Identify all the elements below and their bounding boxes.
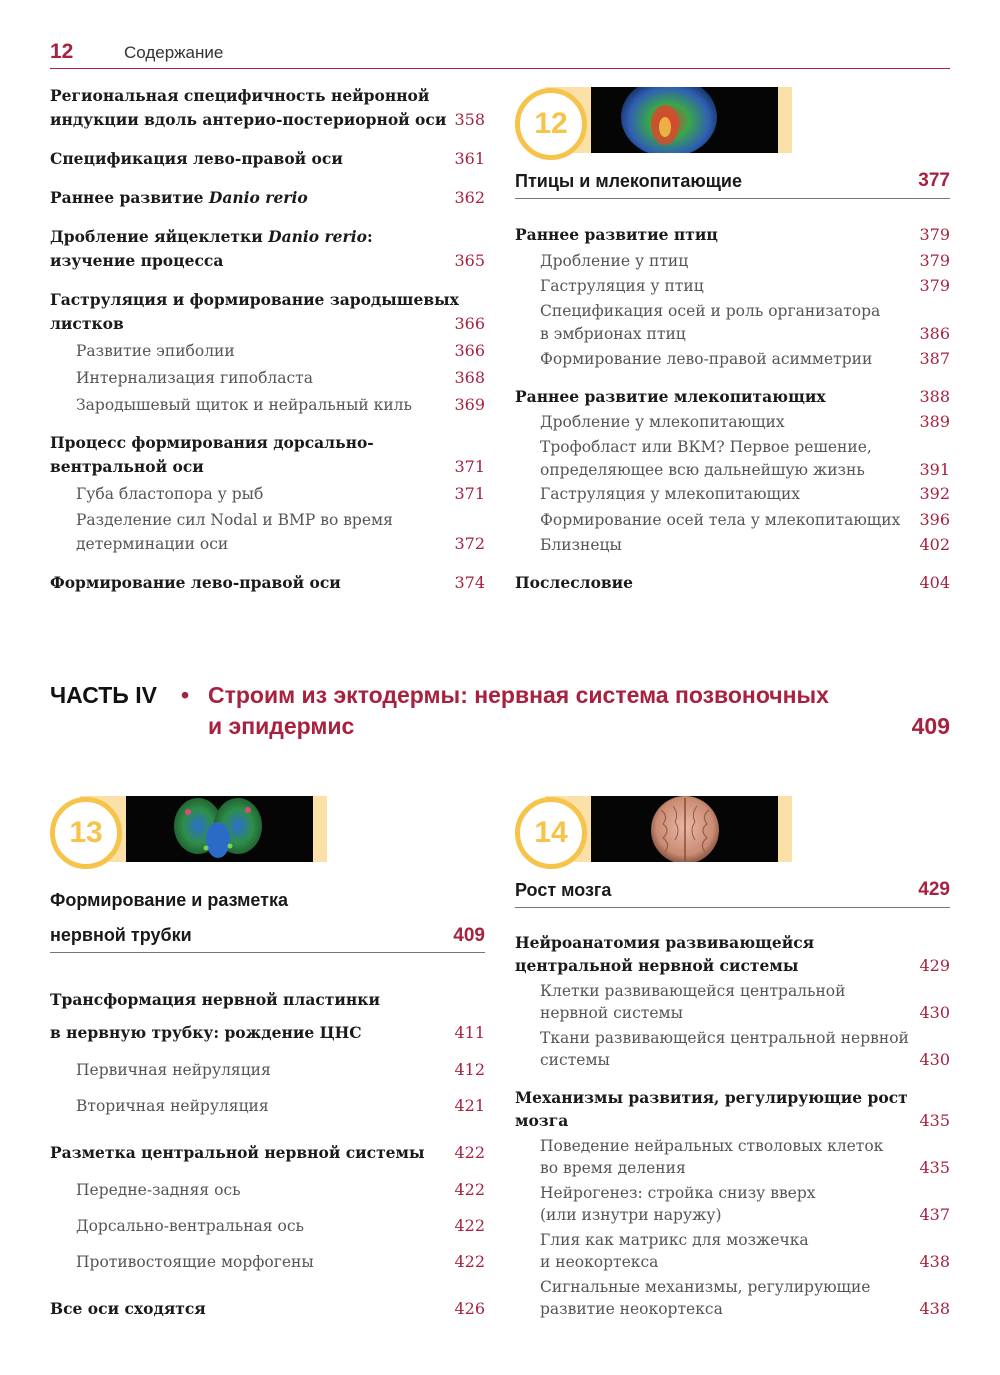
part-label: ЧАСТЬ IV — [50, 682, 157, 708]
toc-entry[interactable]: Все оси сходятся — [50, 1299, 206, 1318]
chapter-number-badge: 12 — [515, 88, 587, 160]
toc-subentry[interactable]: Дробление у птиц — [540, 252, 689, 270]
chapter-page[interactable]: 429 — [918, 879, 950, 900]
toc-entry[interactable]: Трансформация нервной пластинки — [50, 990, 380, 1009]
toc-page[interactable]: 429 — [919, 956, 950, 975]
toc-page[interactable]: 422 — [454, 1143, 485, 1162]
toc-page[interactable]: 387 — [919, 349, 950, 368]
chapter-number-badge: 14 — [515, 797, 587, 869]
toc-page[interactable]: 438 — [919, 1299, 950, 1318]
toc-page[interactable]: 422 — [454, 1252, 485, 1271]
toc-entry[interactable]: мозга — [515, 1111, 569, 1130]
toc-page[interactable]: 372 — [454, 534, 485, 553]
toc-page[interactable]: 396 — [919, 510, 950, 529]
toc-entry-text: Дробление яйцеклетки — [50, 227, 269, 246]
toc-entry[interactable]: центральной нервной системы — [515, 956, 799, 975]
toc-subentry[interactable]: Развитие эпиболии — [76, 342, 235, 360]
toc-entry[interactable]: Разметка центральной нервной системы — [50, 1143, 425, 1162]
toc-subentry[interactable]: Интернализация гипобласта — [76, 369, 313, 387]
part-bullet: • — [181, 682, 190, 708]
toc-entry[interactable]: индукции вдоль антерио-постериорной оси — [50, 110, 447, 129]
toc-entry[interactable]: Раннее развитие млекопитающих — [515, 387, 826, 406]
toc-page[interactable]: 386 — [919, 324, 950, 343]
toc-entry[interactable]: листков — [50, 314, 124, 333]
toc-page[interactable]: 391 — [919, 460, 950, 479]
chapter-title-line2[interactable]: нервной трубки — [50, 925, 192, 945]
page-title: Содержание — [124, 43, 224, 62]
chapter-page[interactable]: 377 — [918, 170, 950, 191]
species-name: Danio rerio — [208, 188, 308, 207]
toc-page[interactable]: 371 — [454, 457, 485, 476]
toc-subentry[interactable]: Вторичная нейруляция — [76, 1097, 269, 1115]
toc-page[interactable]: 368 — [454, 368, 485, 387]
part-page[interactable]: 409 — [911, 713, 950, 739]
toc-subentry[interactable]: Гаструляция у млекопитающих — [540, 485, 801, 503]
toc-subentry[interactable]: Сигнальные механизмы, регулирующие — [540, 1278, 871, 1296]
toc-subentry[interactable]: (или изнутри наружу) — [540, 1206, 722, 1224]
toc-subentry[interactable]: Передне-задняя ось — [76, 1181, 241, 1199]
toc-page[interactable]: 392 — [919, 484, 950, 503]
toc-entry[interactable]: изучение процесса — [50, 251, 224, 270]
toc-subentry[interactable]: Формирование осей тела у млекопитающих — [540, 511, 901, 529]
toc-page[interactable]: 437 — [919, 1205, 950, 1224]
toc-entry[interactable]: Гаструляция и формирование зародышевых — [50, 290, 459, 309]
chapter-divider — [515, 907, 950, 908]
toc-entry[interactable]: в нервную трубку: рождение ЦНС — [50, 1023, 362, 1042]
toc-page[interactable]: 404 — [919, 573, 950, 592]
toc-subentry[interactable]: Гаструляция у птиц — [540, 277, 704, 295]
toc-page[interactable]: 435 — [919, 1111, 950, 1130]
toc-page[interactable]: 366 — [454, 341, 485, 360]
chapter-title[interactable]: Птицы и млекопитающие — [515, 171, 743, 191]
chapter-number-badge: 13 — [50, 797, 122, 869]
toc-page[interactable]: 435 — [919, 1158, 950, 1177]
toc-subentry[interactable]: определяющее всю дальнейшую жизнь — [540, 461, 865, 479]
toc-subentry[interactable]: Спецификация осей и роль организатора — [540, 302, 881, 320]
toc-subentry[interactable]: и неокортекса — [540, 1253, 659, 1271]
toc-entry[interactable] — [50, 186, 308, 210]
header-divider — [50, 68, 950, 69]
chapter-title[interactable]: Формирование и разметка — [50, 890, 288, 910]
toc-subentry[interactable]: системы — [540, 1051, 610, 1069]
toc-subentry[interactable]: детерминации оси — [76, 535, 229, 553]
embryo-image — [591, 87, 778, 153]
brain-image — [591, 796, 778, 862]
toc-page[interactable]: 379 — [919, 251, 950, 270]
toc-subentry[interactable]: Клетки развивающейся центральной — [540, 982, 846, 1000]
toc-subentry[interactable]: Дробление у млекопитающих — [540, 413, 785, 431]
toc-subentry[interactable]: Дорсально-вентральная ось — [76, 1217, 304, 1235]
toc-subentry[interactable]: нервной системы — [540, 1004, 683, 1022]
neural-tube-image — [126, 796, 313, 862]
toc-page[interactable]: 379 — [919, 225, 950, 244]
toc-subentry[interactable]: Нейрогенез: стройка снизу вверх — [540, 1184, 816, 1202]
toc-subentry[interactable]: Первичная нейруляция — [76, 1061, 271, 1079]
toc-page[interactable]: 411 — [454, 1023, 485, 1042]
toc-subentry[interactable]: Противостоящие морфогены — [76, 1253, 314, 1271]
toc-subentry[interactable]: Формирование лево-правой асимметрии — [540, 350, 873, 368]
toc-entry-suffix: : — [366, 227, 373, 246]
toc-page[interactable]: 371 — [454, 484, 485, 503]
toc-entry[interactable]: Спецификация лево-правой оси — [50, 149, 343, 168]
part-title-line2[interactable]: и эпидермис — [208, 713, 355, 739]
toc-page[interactable]: 421 — [454, 1096, 485, 1115]
chapter-page[interactable]: 409 — [453, 925, 485, 946]
toc-page[interactable]: 389 — [919, 412, 950, 431]
toc-subentry[interactable]: Разделение сил Nodal и BMP во время — [76, 511, 393, 529]
toc-entry[interactable]: Региональная специфичность нейронной — [50, 86, 430, 105]
toc-entry[interactable]: Механизмы развития, регулирующие рост — [515, 1088, 908, 1107]
species-name: Danio rerio — [268, 227, 367, 246]
toc-entry[interactable] — [50, 225, 373, 249]
chapter-divider — [50, 952, 485, 953]
toc-entry[interactable]: Формирование лево-правой оси — [50, 573, 341, 592]
toc-subentry[interactable]: Поведение нейральных стволовых клеток — [540, 1137, 884, 1155]
toc-subentry[interactable]: в эмбрионах птиц — [540, 325, 686, 343]
toc-subentry[interactable]: развитие неокортекса — [540, 1300, 723, 1318]
toc-page[interactable]: 430 — [919, 1003, 950, 1022]
toc-subentry[interactable]: Губа бластопора у рыб — [76, 485, 264, 503]
toc-entry[interactable]: Послесловие — [515, 573, 634, 592]
toc-subentry[interactable]: Глия как матрикс для мозжечка — [540, 1231, 809, 1249]
toc-entry[interactable]: Раннее развитие птиц — [515, 225, 718, 244]
toc-page[interactable]: 369 — [454, 395, 485, 414]
toc-page[interactable]: 361 — [454, 149, 485, 168]
toc-page[interactable]: 379 — [919, 276, 950, 295]
toc-page[interactable]: 422 — [454, 1180, 485, 1199]
toc-entry-text: Раннее развитие — [50, 188, 209, 207]
toc-subentry[interactable]: Близнецы — [540, 536, 622, 554]
toc-subentry[interactable]: во время деления — [540, 1159, 686, 1177]
page-number: 12 — [50, 40, 74, 63]
toc-page[interactable]: 366 — [454, 314, 485, 333]
toc-page[interactable]: 365 — [454, 251, 485, 270]
toc-entry[interactable]: Нейроанатомия развивающейся — [515, 933, 815, 952]
toc-page[interactable]: 430 — [919, 1050, 950, 1069]
chapter-title[interactable]: Рост мозга — [515, 880, 612, 900]
toc-entry[interactable]: Процесс формирования дорсально- — [50, 433, 374, 452]
toc-page[interactable]: 374 — [454, 573, 485, 592]
toc-page[interactable]: 438 — [919, 1252, 950, 1271]
toc-page[interactable]: 358 — [454, 110, 485, 129]
toc-page[interactable]: 388 — [919, 387, 950, 406]
toc-page[interactable]: 422 — [454, 1216, 485, 1235]
toc-page[interactable]: 362 — [454, 188, 485, 207]
chapter-divider — [515, 198, 950, 199]
toc-entry[interactable]: вентральной оси — [50, 457, 204, 476]
toc-subentry[interactable]: Зародышевый щиток и нейральный киль — [76, 396, 412, 414]
part-title[interactable]: Строим из эктодермы: нервная система позвоночных — [208, 682, 829, 708]
toc-subentry[interactable]: Ткани развивающейся центральной нервной — [540, 1029, 909, 1047]
toc-page[interactable]: 412 — [454, 1060, 485, 1079]
toc-page[interactable]: 402 — [919, 535, 950, 554]
toc-page[interactable]: 426 — [454, 1299, 485, 1318]
toc-subentry[interactable]: Трофобласт или ВКМ? Первое решение, — [540, 438, 872, 456]
